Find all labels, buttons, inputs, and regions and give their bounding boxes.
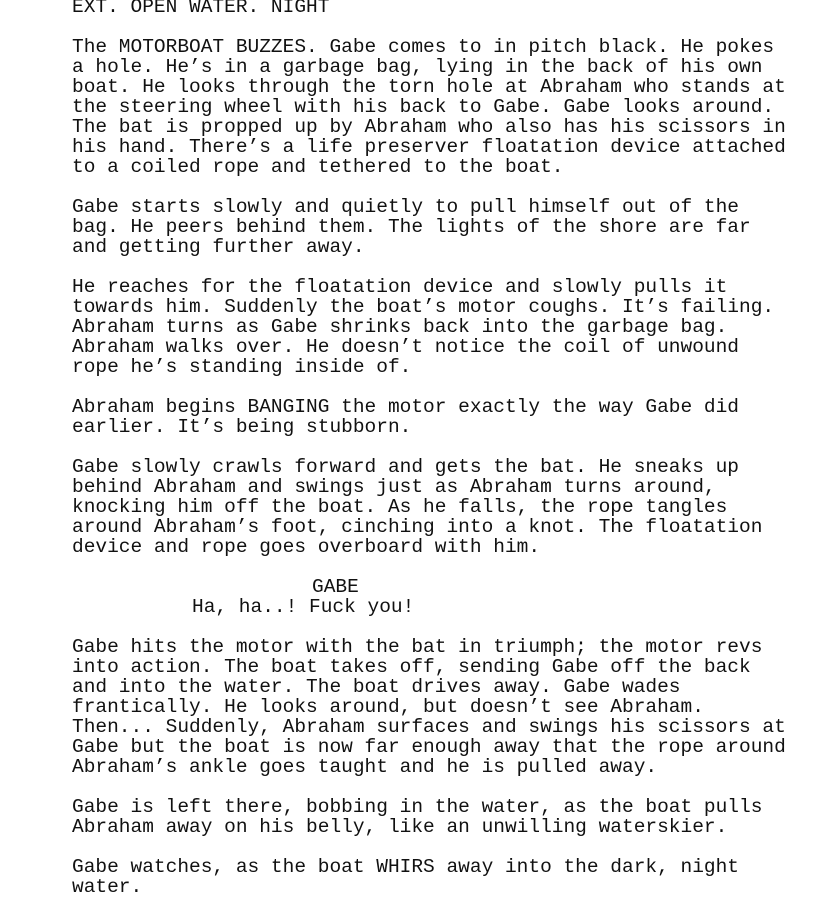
action-line: Gabe starts slowly and quietly to pull himself out of the <box>72 196 740 218</box>
action-line: and getting further away. <box>72 236 365 258</box>
action-paragraph <box>72 457 802 557</box>
action-line: Gabe but the boat is now far enough away that the rope around <box>72 736 786 758</box>
action-line: knocking him off the boat. As he falls, the rope tangles <box>72 496 728 518</box>
action-line: Gabe is left there, bobbing in the water, as the boat pulls <box>72 796 763 818</box>
action-line: behind Abraham and swings just as Abraham turns around, <box>72 476 716 498</box>
character-name: GABE <box>312 576 359 598</box>
action-line: to a coiled rope and tethered to the boat. <box>72 156 564 178</box>
action-line: Abraham walks over. He doesn’t notice the coil of unwound <box>72 336 740 358</box>
action-line: boat. He looks through the torn hole at Abraham who stands at <box>72 76 786 98</box>
action-line: The bat is propped up by Abraham who also has his scissors in <box>72 116 786 138</box>
action-line: towards him. Suddenly the boat’s motor coughs. It’s failing. <box>72 296 775 318</box>
scene-heading-text: EXT. OPEN WATER. NIGHT <box>72 0 330 18</box>
action-line: rope he’s standing inside of. <box>72 356 412 378</box>
action-line: earlier. It’s being stubborn. <box>72 416 412 438</box>
action-line: bag. He peers behind them. The lights of the shore are far <box>72 216 751 238</box>
action-paragraph <box>72 857 802 897</box>
dialogue-block <box>72 577 802 617</box>
action-line: Then... Suddenly, Abraham surfaces and swings his scissors at <box>72 716 786 738</box>
action-line: Gabe slowly crawls forward and gets the bat. He sneaks up <box>72 456 740 478</box>
action-line: water. <box>72 876 143 898</box>
action-line: The MOTORBOAT BUZZES. Gabe comes to in pitch black. He pokes <box>72 36 775 58</box>
action-paragraph <box>72 37 802 177</box>
action-line: a hole. He’s in a garbage bag, lying in the back of his own <box>72 56 763 78</box>
action-line: into action. The boat takes off, sending Gabe off the back <box>72 656 751 678</box>
action-paragraph <box>72 797 802 837</box>
scene-heading <box>72 0 802 17</box>
dialogue-line: Ha, ha..! Fuck you! <box>192 596 415 618</box>
action-line: around Abraham’s foot, cinching into a knot. The floatation <box>72 516 763 538</box>
action-line: Abraham begins BANGING the motor exactly the way Gabe did <box>72 396 740 418</box>
action-line: Abraham’s ankle goes taught and he is pulled away. <box>72 756 658 778</box>
action-line: and into the water. The boat drives away. Gabe wades <box>72 676 681 698</box>
action-paragraph <box>72 277 802 377</box>
action-paragraph <box>72 197 802 257</box>
action-paragraph <box>72 637 802 777</box>
action-line: frantically. He looks around, but doesn’t see Abraham. <box>72 696 704 718</box>
action-line: Abraham away on his belly, like an unwilling waterskier. <box>72 816 728 838</box>
action-line: device and rope goes overboard with him. <box>72 536 541 558</box>
action-line: He reaches for the floatation device and slowly pulls it <box>72 276 728 298</box>
screenplay-page <box>72 0 802 917</box>
action-line: Gabe watches, as the boat WHIRS away into the dark, night <box>72 856 740 878</box>
action-line: his hand. There’s a life preserver floatation device attached <box>72 136 786 158</box>
action-line: Abraham turns as Gabe shrinks back into the garbage bag. <box>72 316 728 338</box>
action-line: Gabe hits the motor with the bat in triumph; the motor revs <box>72 636 763 658</box>
action-line: the steering wheel with his back to Gabe. Gabe looks around. <box>72 96 775 118</box>
action-paragraph <box>72 397 802 437</box>
